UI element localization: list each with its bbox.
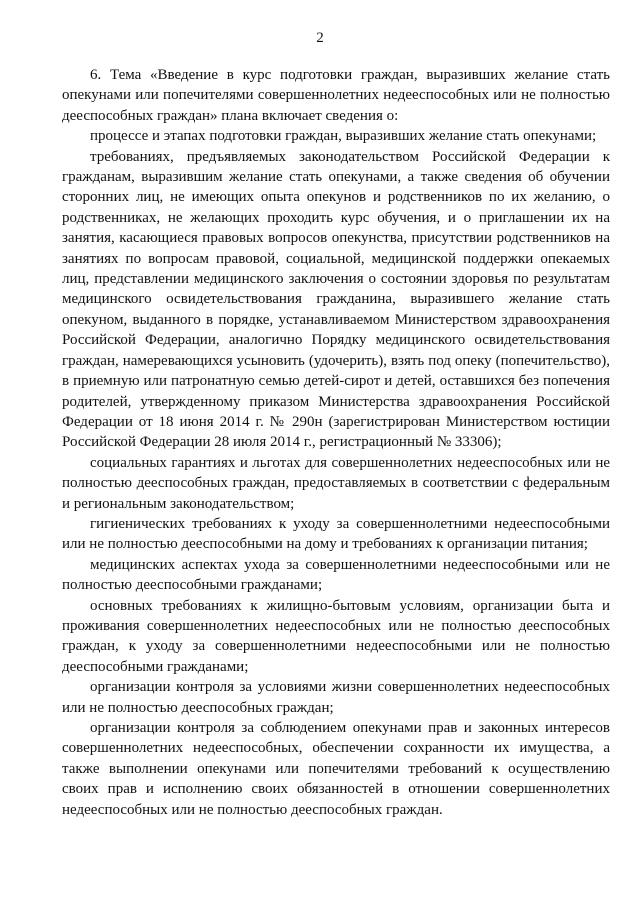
document-body <box>62 65 610 820</box>
item-social-guarantees: социальных гарантиях и льготах для совершеннолетних недееспособных или не полностью дееспособных граждан, предоставляемых в соответствии с федеральным и региональным законодательством; <box>62 454 610 512</box>
item-hygiene-requirements: гигиенических требованиях к уходу за совершеннолетними недееспособными или не полностью дееспособными на дому и требованиях к организации питания; <box>62 515 610 553</box>
item-legal-requirements: требованиях, предъявляемых законодательством Российской Федерации к гражданам, выразившим желание стать опекунами, а также сведения об обучении сторонних лиц, не имеющих опыта опекунов и родственников по их желанию, о родственниках, не желающих проходить курс обучения, и о приглашении их на занятия, касающиеся правовых вопросов опекунства, присутствии родственников на занятиях по вопросам правовой, социальной, медицинской поддержки опекаемых лиц, представлении медицинского заключения о состоянии здоровья по результатам медицинского освидетельствования гражданина, выразившего желание стать опекуном, выданного в порядке, устанавливаемом Министерством здравоохранения Российской Федерации, аналогично Порядку медицинского освидетельствования граждан, намеревающихся усыновить (удочерить), взять под опеку (попечительство), в приемную или патронатную семью детей-сирот и детей, оставшихся без попечения родителей, утвержденному приказом Министерства здравоохранения Российской Федерации от 18 июня 2014 г. № 290н (зарегистрирован Министерством юстиции Российской Федерации 28 июля 2014 г., регистрационный № 33306); <box>62 148 610 451</box>
topic-paragraph: 6. Тема «Введение в курс подготовки граждан, выразивших желание стать опекунами или попечителями совершеннолетних недееспособных или не полностью дееспособных граждан» плана включает сведения о: <box>62 67 610 124</box>
item-living-conditions: основных требованиях к жилищно-бытовым условиям, организации быта и проживания совершеннолетних недееспособных или не полностью дееспособных граждан, к уходу за совершеннолетними недееспособными или не полностью дееспособными гражданами; <box>62 597 610 675</box>
page-number: 2 <box>316 30 324 46</box>
item-medical-aspects: медицинских аспектах ухода за совершеннолетними недееспособными или не полностью дееспособными гражданами; <box>62 556 610 594</box>
item-living-control: организации контроля за условиями жизни совершеннолетних недееспособных или не полностью дееспособных граждан; <box>62 679 610 716</box>
item-training-process: процессе и этапах подготовки граждан, выразивших желание стать опекунами; <box>90 128 597 145</box>
item-rights-control: организации контроля за соблюдением опекунами прав и законных интересов совершеннолетних недееспособных, обеспечении сохранности их имущества, а также выполнении опекунами или попечителями требований к осуществлению своих прав и исполнению своих обязанностей в отношении совершеннолетних недееспособных или не полностью дееспособных граждан. <box>62 720 610 818</box>
